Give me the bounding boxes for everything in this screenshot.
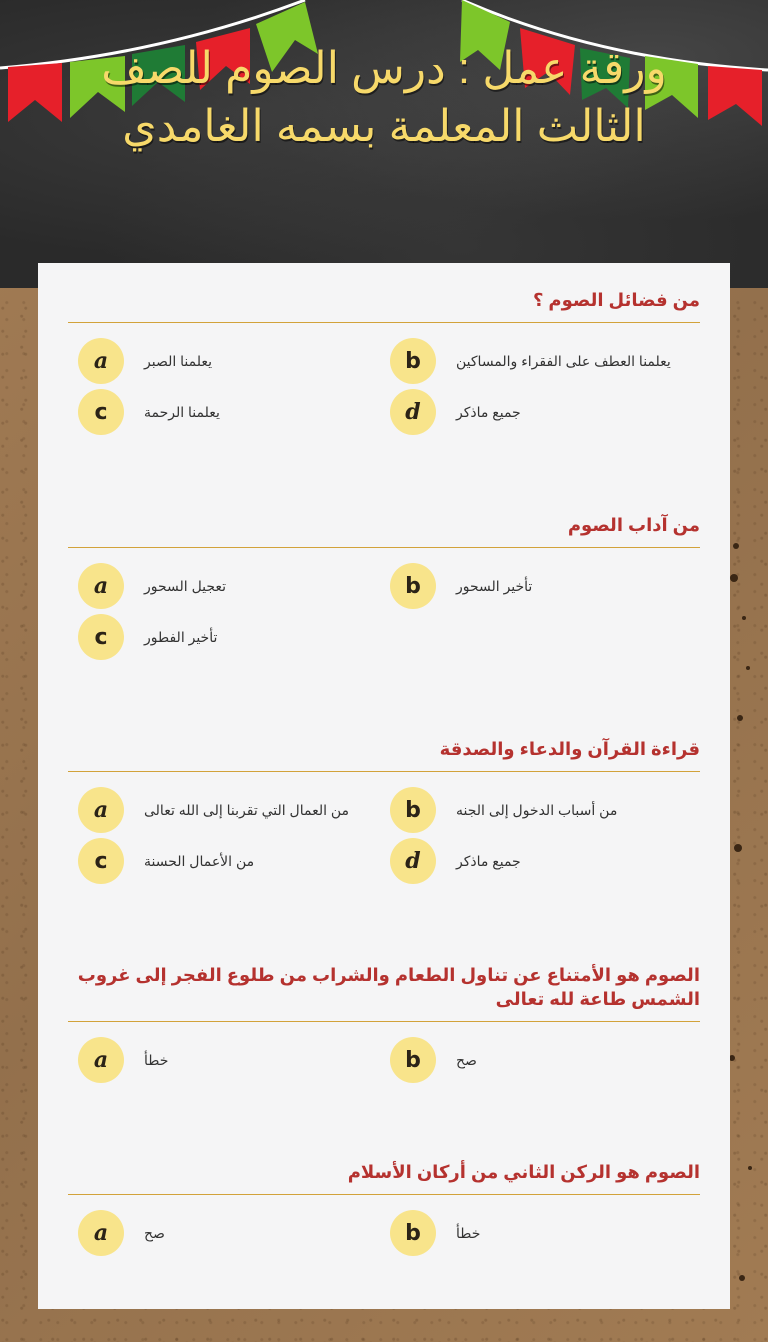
options-list — [68, 772, 700, 892]
option-b[interactable] — [390, 787, 617, 833]
question-5 — [68, 1160, 700, 1315]
question-3 — [68, 737, 700, 892]
option-letter-badge: b — [390, 563, 436, 609]
option-text: جميع ماذكر — [456, 403, 521, 420]
option-text: جميع ماذكر — [456, 852, 521, 869]
option-a[interactable] — [78, 787, 349, 833]
question-1 — [68, 288, 700, 443]
cork-spots-decoration — [730, 288, 768, 1342]
option-letter-badge: a — [78, 563, 124, 609]
options-list — [68, 548, 700, 668]
worksheet-card — [38, 263, 730, 1309]
option-a[interactable] — [78, 1210, 165, 1256]
option-c[interactable] — [78, 389, 220, 435]
option-text: صح — [456, 1051, 477, 1068]
question-2 — [68, 513, 700, 668]
option-letter-badge: c — [78, 838, 124, 884]
option-d[interactable] — [390, 838, 521, 884]
option-letter-badge: c — [78, 389, 124, 435]
option-letter-badge: a — [78, 338, 124, 384]
option-letter-badge: a — [78, 787, 124, 833]
chalkboard-header — [0, 0, 768, 288]
question-title: من فضائل الصوم ؟ — [68, 288, 700, 323]
option-letter-badge: c — [78, 614, 124, 660]
option-text: من أسباب الدخول إلى الجنه — [456, 801, 618, 818]
option-letter-badge: b — [390, 1210, 436, 1256]
option-text: خطأ — [144, 1051, 169, 1068]
question-title: الصوم هو الركن الثاني من أركان الأسلام — [68, 1160, 700, 1195]
option-b[interactable] — [390, 338, 671, 384]
option-b[interactable] — [390, 1210, 480, 1256]
option-letter-badge: a — [78, 1037, 124, 1083]
option-d[interactable] — [390, 389, 521, 435]
option-text: يعلمنا الرحمة — [144, 403, 220, 420]
question-title: الصوم هو الأمتناع عن تناول الطعام والشراب من طلوع الفجر إلى غروب الشمس طاعة لله تعالى — [68, 963, 700, 1022]
option-b[interactable] — [390, 1037, 477, 1083]
option-text: من العمال التي تقربنا إلى الله تعالى — [144, 801, 350, 818]
option-letter-badge: b — [390, 787, 436, 833]
option-text: من الأعمال الحسنة — [144, 852, 255, 869]
page-title: ورقة عمل : درس الصوم للصف الثالث المعلمة بسمه الغامدي — [101, 44, 667, 151]
options-list — [68, 1022, 700, 1142]
option-letter-badge: d — [390, 389, 436, 435]
option-a[interactable] — [78, 563, 226, 609]
question-title: قراءة القرآن والدعاء والصدقة — [68, 737, 700, 772]
option-a[interactable] — [78, 1037, 168, 1083]
option-text: تأخير الفطور — [144, 628, 218, 645]
options-list — [68, 1195, 700, 1315]
option-c[interactable] — [78, 614, 217, 660]
option-a[interactable] — [78, 338, 212, 384]
option-text: خطأ — [456, 1224, 481, 1241]
option-c[interactable] — [78, 838, 254, 884]
option-letter-badge: a — [78, 1210, 124, 1256]
option-text: صح — [144, 1224, 165, 1241]
options-list — [68, 323, 700, 443]
option-text: تعجيل السحور — [144, 577, 227, 594]
option-text: يعلمنا الصبر — [144, 352, 213, 369]
option-letter-badge: b — [390, 1037, 436, 1083]
option-b[interactable] — [390, 563, 532, 609]
option-text: تأخير السحور — [456, 577, 533, 594]
option-letter-badge: d — [390, 838, 436, 884]
question-4 — [68, 963, 700, 1142]
option-text: يعلمنا العطف على الفقراء والمساكين — [456, 352, 671, 369]
option-letter-badge: b — [390, 338, 436, 384]
question-title: من آداب الصوم — [68, 513, 700, 548]
